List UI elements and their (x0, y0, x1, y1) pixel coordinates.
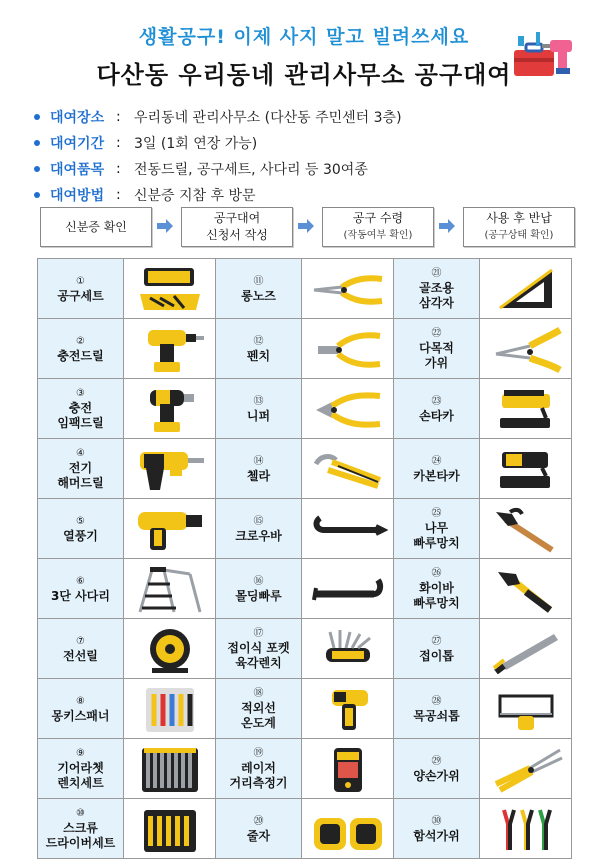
bullet-icon (34, 140, 40, 146)
tool-image-cell (302, 739, 394, 799)
screwdriver-set-icon (130, 804, 210, 854)
tool-label-cell (394, 319, 480, 379)
info-value: 우리동네 관리사무소 (다산동 주민센터 3층) (134, 110, 402, 126)
step-label: 신분증 확인 (65, 219, 127, 234)
tin-snips-icon (486, 804, 566, 854)
tool-name: 함석가위 (413, 828, 460, 843)
tool-label-cell (38, 739, 124, 799)
snips-icon (486, 324, 566, 374)
info-row-location (34, 104, 574, 130)
pliers-icon (308, 324, 388, 374)
rental-info (34, 104, 574, 208)
staple-gun-icon (486, 384, 566, 434)
tool-label-cell (216, 259, 302, 319)
rafter-square-icon (486, 264, 566, 314)
info-label: 대여기간 (50, 136, 105, 152)
tool-label-cell (216, 559, 302, 619)
rental-process (40, 207, 575, 247)
tool-label-cell (216, 799, 302, 859)
step-label: 사용 후 반납 (486, 211, 552, 225)
tool-image-cell (302, 799, 394, 859)
tool-image-cell (124, 559, 216, 619)
tool-image-cell (302, 679, 394, 739)
bullet-icon (34, 114, 40, 120)
tool-name: 스크류 드라이버세트 (45, 821, 116, 850)
tool-name: 골조용 삼각자 (419, 281, 454, 310)
tool-number: ㉕ (431, 508, 442, 519)
tool-image-cell (302, 619, 394, 679)
tool-name: 손타카 (419, 408, 454, 423)
molding-bar-icon (308, 564, 388, 614)
tool-number: ⑩ (76, 808, 85, 819)
tool-name: 카본타카 (413, 468, 460, 483)
tool-name: 줄자 (246, 828, 271, 843)
info-value: 전동드릴, 공구세트, 사다리 등 30여종 (134, 162, 368, 178)
tool-label-cell (394, 439, 480, 499)
tool-label-cell (394, 619, 480, 679)
tool-image-cell (124, 319, 216, 379)
drill-icon (130, 324, 210, 374)
tool-image-cell (480, 499, 572, 559)
tool-name: 몰딩빠루 (235, 588, 282, 603)
tool-number: ⑳ (253, 815, 264, 827)
tape-measure-icon (308, 804, 388, 854)
tool-name: 3단 사다리 (51, 588, 110, 603)
tool-image-cell (124, 259, 216, 319)
info-value: 3일 (1회 연장 가능) (134, 136, 258, 152)
tool-name: 다목적 가위 (419, 341, 454, 370)
heat-gun-icon (130, 504, 210, 554)
tool-name: 화이바 빠루망치 (413, 581, 460, 610)
tool-label-cell (394, 499, 480, 559)
tool-image-cell (480, 379, 572, 439)
tool-name: 접이식 포켓 육각렌치 (227, 641, 290, 670)
table-row (38, 799, 572, 859)
tool-name: 적외선 온도계 (241, 701, 276, 730)
tool-catalog-table (37, 258, 572, 859)
tool-name: 목공쇠톱 (413, 708, 460, 723)
tool-image-cell (124, 619, 216, 679)
tool-number: ⑪ (253, 275, 264, 287)
info-label: 대여방법 (50, 188, 105, 204)
tool-number: ㉘ (431, 695, 442, 707)
tool-image-cell (480, 319, 572, 379)
tool-label-cell (216, 499, 302, 559)
toolbox-drill-logo-icon (512, 30, 582, 82)
info-colon: : (116, 187, 121, 203)
tool-number: ㉑ (431, 268, 442, 279)
tool-catalog-body (38, 259, 572, 859)
tool-label-cell (394, 799, 480, 859)
step-return-tool (463, 207, 575, 247)
tool-number: ㉔ (431, 455, 442, 467)
coping-saw-icon (486, 684, 566, 734)
tool-image-cell (302, 439, 394, 499)
folding-saw-icon (486, 624, 566, 674)
tool-number: ⑫ (253, 335, 264, 347)
tool-image-cell (124, 439, 216, 499)
laser-meter-icon (308, 744, 388, 794)
tool-number: ① (76, 275, 85, 287)
table-row (38, 619, 572, 679)
tool-number: ⑯ (253, 575, 264, 587)
table-row (38, 319, 572, 379)
tool-image-cell (480, 679, 572, 739)
tool-number: ⑬ (253, 395, 264, 407)
table-row (38, 499, 572, 559)
table-row (38, 739, 572, 799)
tool-number: ⑦ (76, 635, 85, 647)
hammer-drill-icon (130, 444, 210, 494)
ir-thermometer-icon (308, 684, 388, 734)
arrow-right-icon (297, 218, 315, 234)
hedge-shears-icon (486, 744, 566, 794)
tool-image-cell (302, 499, 394, 559)
tool-number: ⑲ (253, 748, 264, 759)
tool-label-cell (216, 379, 302, 439)
tool-image-cell (302, 559, 394, 619)
tool-number: ⑱ (253, 688, 264, 699)
tool-name: 충전 임팩드릴 (57, 401, 104, 430)
info-colon: : (116, 109, 121, 125)
tool-image-cell (480, 259, 572, 319)
impact-drill-icon (130, 384, 210, 434)
page-subtitle: 생활공구! 이제 사지 말고 빌려쓰세요 (138, 26, 470, 48)
tool-name: 몽키스패너 (51, 708, 110, 723)
tool-number: ㉓ (431, 395, 442, 407)
bullet-icon (34, 192, 40, 198)
step-application-form (181, 207, 293, 247)
tool-label-cell (38, 499, 124, 559)
info-row-method (34, 182, 574, 208)
tool-name: 열풍기 (63, 528, 98, 543)
tool-label-cell (216, 619, 302, 679)
ladder-icon (130, 564, 210, 614)
hex-key-set-icon (308, 624, 388, 674)
table-row (38, 679, 572, 739)
tool-image-cell (302, 259, 394, 319)
tool-label-cell (38, 379, 124, 439)
tool-number: ③ (76, 388, 85, 399)
tool-name: 충전드릴 (57, 348, 104, 363)
crowbar-icon (308, 504, 388, 554)
bullet-icon (34, 166, 40, 172)
table-row (38, 559, 572, 619)
tool-image-cell (480, 439, 572, 499)
arrow-right-icon (156, 218, 174, 234)
tool-label-cell (216, 439, 302, 499)
nipper-icon (308, 384, 388, 434)
tool-number: ⑰ (253, 628, 264, 639)
tool-number: ④ (76, 448, 85, 459)
tool-number: ⑤ (76, 515, 85, 527)
tool-image-cell (124, 679, 216, 739)
tool-label-cell (394, 379, 480, 439)
step-sublabel: (작동여부 확인) (343, 230, 413, 241)
tool-image-cell (480, 739, 572, 799)
info-label: 대여장소 (50, 110, 105, 126)
tool-label-cell (38, 319, 124, 379)
step-label: 공구대여 신청서 작성 (206, 211, 268, 242)
tool-number: ② (76, 335, 85, 347)
tool-image-cell (124, 739, 216, 799)
table-row (38, 379, 572, 439)
tool-name: 공구세트 (57, 288, 104, 303)
cable-reel-icon (130, 624, 210, 674)
tool-name: 접이톱 (419, 648, 454, 663)
tool-image-cell (480, 619, 572, 679)
tool-name: 레이저 거리측정기 (229, 761, 288, 790)
tool-label-cell (216, 739, 302, 799)
table-row (38, 259, 572, 319)
step-sublabel: (공구상태 확인) (484, 230, 554, 241)
long-nose-pliers-icon (308, 264, 388, 314)
tool-label-cell (38, 679, 124, 739)
tool-number: ㉙ (431, 755, 442, 767)
tool-image-cell (124, 799, 216, 859)
tool-name: 니퍼 (246, 408, 271, 423)
tool-image-cell (480, 799, 572, 859)
tool-image-cell (480, 559, 572, 619)
wrench-set-icon (130, 684, 210, 734)
tool-name: 양손가위 (413, 768, 460, 783)
tool-label-cell (394, 559, 480, 619)
page-title: 다산동 우리동네 관리사무소 공구대여 (96, 61, 512, 89)
tool-number: ⑮ (253, 515, 264, 527)
tool-name: 롱노즈 (241, 288, 276, 303)
tool-name: 기어라쳇 렌치세트 (57, 761, 104, 790)
tool-number: ㉗ (431, 635, 442, 647)
tool-name: 크로우바 (235, 528, 282, 543)
tool-name: 나무 빠루망치 (413, 521, 460, 550)
tool-label-cell (394, 679, 480, 739)
water-pump-pliers-icon (308, 444, 388, 494)
arrow-right-icon (438, 218, 456, 234)
tool-label-cell (38, 559, 124, 619)
info-colon: : (116, 161, 121, 177)
tool-label-cell (38, 439, 124, 499)
tool-name: 펜치 (246, 348, 271, 363)
tool-number: ㉚ (431, 815, 442, 827)
tool-label-cell (216, 679, 302, 739)
info-value: 신분증 지참 후 방문 (134, 188, 256, 204)
step-receive-tool (322, 207, 434, 247)
tool-image-cell (302, 379, 394, 439)
table-row (38, 439, 572, 499)
fiber-claw-hammer-icon (486, 564, 566, 614)
tool-label-cell (394, 739, 480, 799)
tool-label-cell (38, 619, 124, 679)
tool-number: ㉖ (431, 568, 442, 579)
tool-label-cell (216, 319, 302, 379)
step-label: 공구 수령 (352, 211, 404, 225)
info-label: 대여품목 (50, 162, 105, 178)
tool-number: ⑧ (76, 695, 85, 707)
step-id-check (40, 207, 152, 247)
tool-number: ⑥ (76, 575, 85, 587)
info-row-period (34, 130, 574, 156)
tool-number: ⑨ (76, 748, 85, 759)
tool-name: 첼라 (246, 468, 271, 483)
heavy-staple-gun-icon (486, 444, 566, 494)
wood-claw-hammer-icon (486, 504, 566, 554)
tool-number: ⑭ (253, 455, 264, 467)
tool-name: 전선릴 (63, 648, 98, 663)
tool-image-cell (124, 379, 216, 439)
ratchet-wrench-set-icon (130, 744, 210, 794)
tool-label-cell (38, 259, 124, 319)
info-colon: : (116, 135, 121, 151)
tool-label-cell (394, 259, 480, 319)
tool-number: ㉒ (431, 328, 442, 339)
tool-image-cell (124, 499, 216, 559)
tool-image-cell (302, 319, 394, 379)
tool-name: 전기 해머드릴 (57, 461, 104, 490)
tool-label-cell (38, 799, 124, 859)
tool-set-icon (130, 264, 210, 314)
info-row-items (34, 156, 574, 182)
